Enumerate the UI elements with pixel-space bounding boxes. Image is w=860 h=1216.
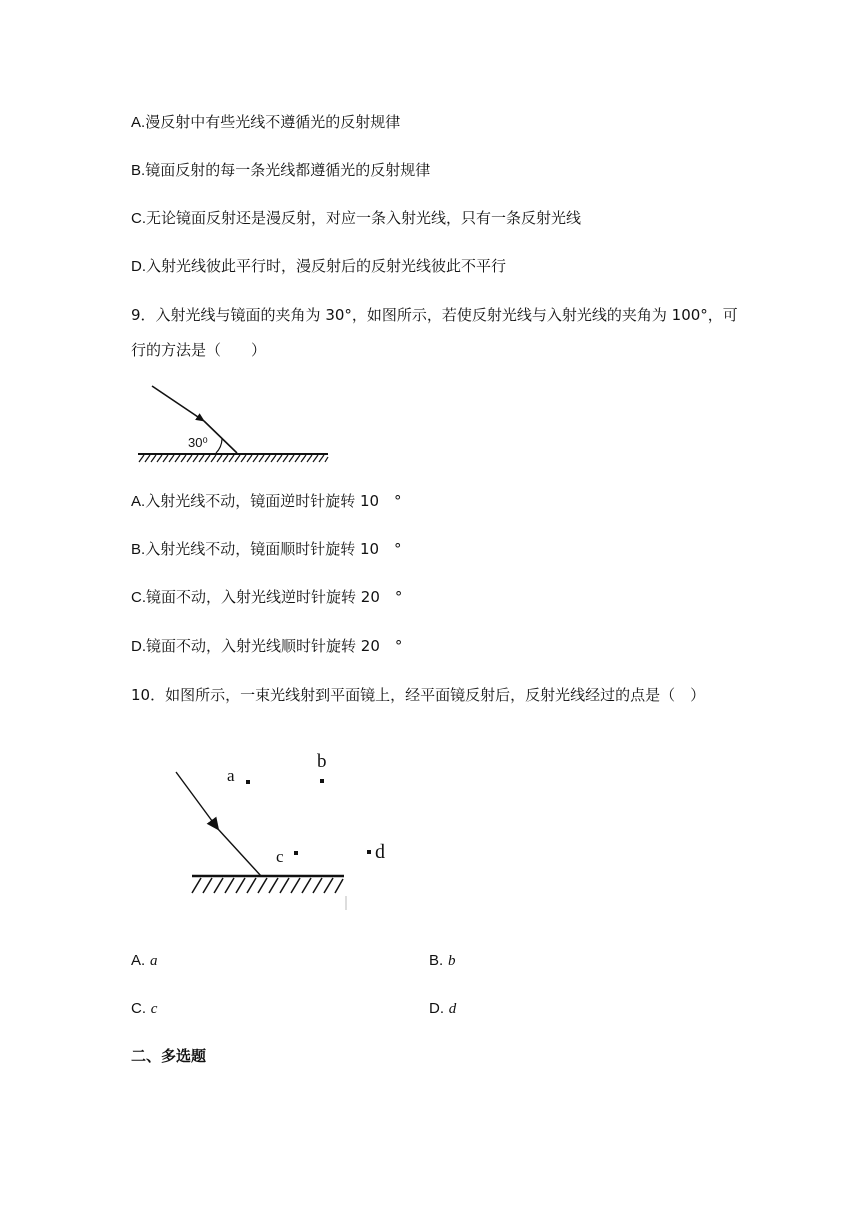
option-label: B. (131, 162, 146, 179)
q9-option-c (131, 587, 402, 608)
option-label: D. (131, 638, 146, 655)
option-text: 无论镜面反射还是漫反射，对应一条入射光线，只有一条反射光线 (146, 209, 582, 227)
option-label: D. (429, 1000, 444, 1017)
q10-point-d (367, 850, 371, 854)
q10-point-a-label: a (227, 766, 235, 785)
option-text: 镜面不动，入射光线逆时针旋转 20 ° (146, 588, 403, 606)
option-text: 入射光线不动，镜面逆时针旋转 10 ° (145, 492, 402, 510)
q10-point-d-label: d (375, 841, 385, 863)
q10-stem: 10．如图所示，一束光线射到平面镜上，经平面镜反射后，反射光线经过的点是（ ） (131, 686, 706, 704)
q10-option-c (131, 998, 157, 1019)
option-text: b (447, 953, 456, 969)
option-label: B. (131, 541, 146, 558)
option-label: A. (131, 952, 146, 969)
q10-mirror-hatching (192, 878, 343, 893)
option-text: 入射光线彼此平行时，漫反射后的反射光线彼此不平行 (146, 257, 507, 275)
q8-option-d (131, 256, 506, 277)
q9-incident-ray (204, 421, 237, 453)
q9-figure-mirror-diagram (130, 378, 340, 470)
option-label: D. (131, 258, 146, 275)
option-label: B. (429, 952, 444, 969)
q10-figure-mirror-points (168, 738, 408, 918)
option-text: d (448, 1001, 457, 1017)
option-label: A. (131, 114, 146, 131)
q9-stem-line2: 行的方法是（ ） (131, 341, 267, 359)
q9-incident-ray-arrow (152, 386, 204, 421)
option-text: c (150, 1001, 158, 1017)
q9-option-a (131, 491, 402, 512)
q9-mirror-hatching (139, 455, 328, 462)
q10-option-a (131, 950, 157, 971)
q9-stem-line1: 9．入射光线与镜面的夹角为 30°，如图所示，若使反射光线与入射光线的夹角为 100°，可 (131, 306, 738, 324)
option-text: 镜面不动，入射光线顺时针旋转 20 ° (146, 637, 403, 655)
option-text: a (149, 953, 158, 969)
q10-point-b-label: b (317, 751, 327, 772)
q9-option-d (131, 636, 402, 657)
q10-point-c (294, 851, 298, 855)
q8-option-a (131, 112, 400, 133)
q9-angle-arc (216, 439, 222, 453)
option-label: C. (131, 1000, 146, 1017)
option-text: 漫反射中有些光线不遵循光的反射规律 (145, 113, 401, 131)
section-title-multiple-choice: 二、多选题 (131, 1047, 207, 1065)
q10-option-b (429, 950, 455, 971)
q9-angle-label: 30⁰ (188, 435, 208, 450)
option-text: 镜面反射的每一条光线都遵循光的反射规律 (145, 161, 431, 179)
q10-point-a (246, 780, 250, 784)
option-label: A. (131, 493, 146, 510)
q10-option-d (429, 998, 456, 1019)
q10-point-c-label: c (276, 847, 284, 866)
q8-option-b (131, 160, 430, 181)
option-text: 入射光线不动，镜面顺时针旋转 10 ° (145, 540, 402, 558)
q9-option-b (131, 539, 402, 560)
q10-point-b (320, 779, 324, 783)
q10-incident-ray (218, 829, 261, 876)
option-label: C. (131, 210, 146, 227)
q8-option-c (131, 208, 581, 229)
q10-incident-ray-arrow (176, 772, 218, 829)
option-label: C. (131, 589, 146, 606)
